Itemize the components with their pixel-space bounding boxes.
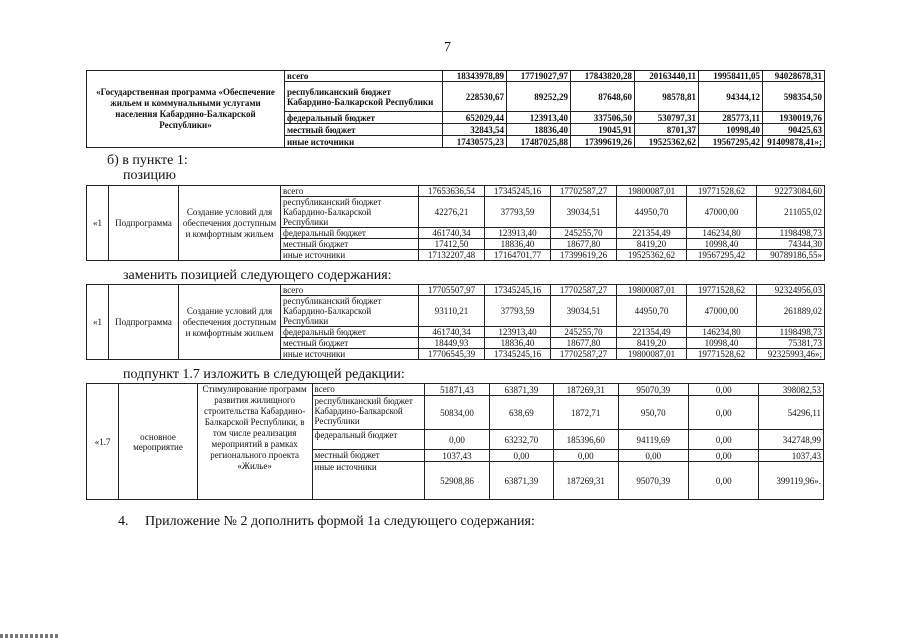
amount-cell: 74344,30: [757, 239, 825, 250]
amount-cell: 92273084,60: [757, 186, 825, 197]
funding-source-label: иные источники: [285, 136, 443, 148]
amount-cell: 42276,21: [419, 197, 485, 228]
amount-cell: 221354,49: [617, 228, 687, 239]
funding-source-label: иные источники: [281, 250, 419, 261]
amount-cell: 211055,02: [757, 197, 825, 228]
program-funding-table: [86, 70, 825, 148]
amount-cell: 44950,70: [617, 197, 687, 228]
amount-cell: 19800087,01: [617, 186, 687, 197]
amount-cell: 530797,31: [635, 112, 699, 124]
amount-cell: 63232,70: [489, 430, 553, 450]
amount-cell: 337506,50: [571, 112, 635, 124]
amount-cell: 0,00: [688, 384, 758, 396]
amount-cell: 18836,40: [507, 124, 571, 136]
amount-cell: 8701,37: [635, 124, 699, 136]
amount-cell: 17430575,23: [443, 136, 507, 148]
amount-cell: 18836,40: [485, 239, 551, 250]
amount-cell: 17345245,16: [485, 285, 551, 296]
amount-cell: 19525362,62: [635, 136, 699, 148]
amount-cell: 8419,20: [617, 338, 687, 349]
amount-cell: 0,00: [554, 450, 618, 462]
amount-cell: 10998,40: [699, 124, 763, 136]
amount-cell: 75381,73: [757, 338, 825, 349]
amount-cell: 19567295,42: [699, 136, 763, 148]
amount-cell: 245255,70: [551, 327, 617, 338]
amount-cell: 461740,34: [419, 327, 485, 338]
amount-cell: 18677,80: [551, 239, 617, 250]
amount-cell: 17843820,28: [571, 71, 635, 82]
amount-cell: 90425,63: [763, 124, 825, 136]
item-type-cell: основное мероприятие: [119, 384, 198, 500]
subprogram-new-table: [86, 284, 825, 360]
amount-cell: 90789186,55»: [757, 250, 825, 261]
row-number-cell: «1: [87, 285, 109, 360]
funding-source-label: всего: [312, 384, 425, 396]
amount-cell: 19771528,62: [687, 349, 757, 360]
amount-cell: 950,70: [618, 396, 688, 430]
funding-source-label: местный бюджет: [281, 338, 419, 349]
amount-cell: 0,00: [688, 430, 758, 450]
amount-cell: 95070,39: [618, 384, 688, 396]
row-number-cell: «1: [87, 186, 109, 261]
amount-cell: 20163440,11: [635, 71, 699, 82]
amount-cell: 0,00: [425, 430, 489, 450]
table-row: [87, 384, 824, 396]
amount-cell: 185396,60: [554, 430, 618, 450]
caption-position: позицию: [123, 168, 176, 183]
amount-cell: 598354,50: [763, 82, 825, 112]
amount-cell: 221354,49: [617, 327, 687, 338]
amount-cell: 0,00: [688, 396, 758, 430]
amount-cell: 19045,91: [571, 124, 635, 136]
amount-cell: 399119,96».: [759, 462, 824, 500]
amount-cell: 1198498,73: [757, 228, 825, 239]
amount-cell: 37793,59: [485, 197, 551, 228]
table-row: [87, 71, 825, 82]
amount-cell: 398082,53: [759, 384, 824, 396]
amount-cell: 44950,70: [617, 296, 687, 327]
amount-cell: 19958411,05: [699, 71, 763, 82]
amount-cell: 95070,39: [618, 462, 688, 500]
caption-replace: заменить позицией следующего содержания:: [123, 268, 392, 283]
amount-cell: 87648,60: [571, 82, 635, 112]
table-row: [87, 285, 825, 296]
funding-source-label: местный бюджет: [312, 450, 425, 462]
amount-cell: 187269,31: [554, 462, 618, 500]
amount-cell: 123913,40: [485, 327, 551, 338]
amount-cell: 461740,34: [419, 228, 485, 239]
funding-source-label: всего: [281, 186, 419, 197]
item-type-cell: Подпрограмма: [109, 285, 179, 360]
table-body: [87, 186, 825, 261]
amount-cell: 92325993,46»;: [757, 349, 825, 360]
program-name-cell: «Государственная программа «Обеспечение жильем и коммунальными услугами населения Кабардино-Балкарской Республики»: [87, 71, 285, 148]
amount-cell: 1930019,76: [763, 112, 825, 124]
amount-cell: 17653636,54: [419, 186, 485, 197]
amount-cell: 63871,39: [489, 462, 553, 500]
subprogram-old-table: [86, 185, 825, 261]
amount-cell: 261889,02: [757, 296, 825, 327]
amount-cell: 52908,86: [425, 462, 489, 500]
amount-cell: 19800087,01: [617, 349, 687, 360]
funding-source-label: иные источники: [281, 349, 419, 360]
funding-source-label: федеральный бюджет: [281, 228, 419, 239]
amount-cell: 17702587,27: [551, 285, 617, 296]
item-name-cell: Стимулирование программ развития жилищного строительства Кабардино-Балкарской Республики, в том числе реализация мероприятий в рамках регионального проекта «Жилье»: [197, 384, 312, 500]
amount-cell: 123913,40: [485, 228, 551, 239]
amount-cell: 94028678,31: [763, 71, 825, 82]
amount-cell: 17487025,88: [507, 136, 571, 148]
table-body: [87, 71, 825, 148]
amount-cell: 47000,00: [687, 296, 757, 327]
amount-cell: 94119,69: [618, 430, 688, 450]
table-body: [87, 384, 824, 500]
amount-cell: 17412,50: [419, 239, 485, 250]
amount-cell: 47000,00: [687, 197, 757, 228]
row-number-cell: «1.7: [87, 384, 119, 500]
amount-cell: 638,69: [489, 396, 553, 430]
amount-cell: 17345245,16: [485, 349, 551, 360]
amount-cell: 146234,80: [687, 327, 757, 338]
scan-edge-mark: [0, 634, 60, 638]
amount-cell: 10998,40: [687, 239, 757, 250]
amount-cell: 63871,39: [489, 384, 553, 396]
amount-cell: 17705507,97: [419, 285, 485, 296]
amount-cell: 18677,80: [551, 338, 617, 349]
funding-source-label: республиканский бюджет Кабардино-Балкарской Республики: [281, 296, 419, 327]
amount-cell: 91409878,41»;: [763, 136, 825, 148]
amount-cell: 93110,21: [419, 296, 485, 327]
appendix-instruction: Приложение № 2 дополнить формой 1а следующего содержания:: [145, 514, 535, 529]
amount-cell: 17702587,27: [551, 186, 617, 197]
item-number: 4.: [118, 514, 129, 529]
amount-cell: 19771528,62: [687, 186, 757, 197]
amount-cell: 0,00: [688, 450, 758, 462]
item-name-cell: Создание условий для обеспечения доступным и комфортным жильем: [179, 285, 281, 360]
page-number: 7: [444, 40, 451, 55]
amount-cell: 54296,11: [759, 396, 824, 430]
amount-cell: 39034,51: [551, 296, 617, 327]
amount-cell: 18836,40: [485, 338, 551, 349]
amount-cell: 37793,59: [485, 296, 551, 327]
funding-source-label: федеральный бюджет: [285, 112, 443, 124]
amount-cell: 8419,20: [617, 239, 687, 250]
amount-cell: 18343978,89: [443, 71, 507, 82]
amount-cell: 17719027,97: [507, 71, 571, 82]
amount-cell: 19567295,42: [687, 250, 757, 261]
amount-cell: 0,00: [489, 450, 553, 462]
table-row: [87, 186, 825, 197]
amount-cell: 146234,80: [687, 228, 757, 239]
amount-cell: 1872,71: [554, 396, 618, 430]
caption-subitem: подпункт 1.7 изложить в следующей редакции:: [123, 367, 405, 382]
funding-source-label: местный бюджет: [285, 124, 443, 136]
amount-cell: 50834,00: [425, 396, 489, 430]
amount-cell: 89252,29: [507, 82, 571, 112]
amount-cell: 17702587,27: [551, 349, 617, 360]
amount-cell: 342748,99: [759, 430, 824, 450]
funding-source-label: всего: [281, 285, 419, 296]
amount-cell: 17399619,26: [551, 250, 617, 261]
amount-cell: 1198498,73: [757, 327, 825, 338]
amount-cell: 19771528,62: [687, 285, 757, 296]
amount-cell: 123913,40: [507, 112, 571, 124]
funding-source-label: федеральный бюджет: [281, 327, 419, 338]
amount-cell: 187269,31: [554, 384, 618, 396]
amount-cell: 285773,11: [699, 112, 763, 124]
funding-source-label: республиканский бюджет Кабардино-Балкарской Республики: [285, 82, 443, 112]
amount-cell: 32843,54: [443, 124, 507, 136]
amount-cell: 245255,70: [551, 228, 617, 239]
caption-b: б) в пункте 1:: [107, 153, 188, 168]
amount-cell: 94344,12: [699, 82, 763, 112]
amount-cell: 19800087,01: [617, 285, 687, 296]
amount-cell: 228530,67: [443, 82, 507, 112]
amount-cell: 0,00: [618, 450, 688, 462]
amount-cell: 17345245,16: [485, 186, 551, 197]
amount-cell: 17399619,26: [571, 136, 635, 148]
amount-cell: 652029,44: [443, 112, 507, 124]
item-name-cell: Создание условий для обеспечения доступным и комфортным жильем: [179, 186, 281, 261]
item-type-cell: Подпрограмма: [109, 186, 179, 261]
amount-cell: 0,00: [688, 462, 758, 500]
main-activity-table: [86, 383, 824, 500]
amount-cell: 17164701,77: [485, 250, 551, 261]
amount-cell: 1037,43: [425, 450, 489, 462]
amount-cell: 18449,93: [419, 338, 485, 349]
funding-source-label: всего: [285, 71, 443, 82]
amount-cell: 17132207,48: [419, 250, 485, 261]
amount-cell: 51871,43: [425, 384, 489, 396]
funding-source-label: республиканский бюджет Кабардино-Балкарской Республики: [312, 396, 425, 430]
amount-cell: 1037,43: [759, 450, 824, 462]
amount-cell: 92324956,03: [757, 285, 825, 296]
funding-source-label: республиканский бюджет Кабардино-Балкарской Республики: [281, 197, 419, 228]
amount-cell: 19525362,62: [617, 250, 687, 261]
amount-cell: 39034,51: [551, 197, 617, 228]
amount-cell: 98578,81: [635, 82, 699, 112]
funding-source-label: местный бюджет: [281, 239, 419, 250]
amount-cell: 10998,40: [687, 338, 757, 349]
amount-cell: 17706545,39: [419, 349, 485, 360]
table-body: [87, 285, 825, 360]
funding-source-label: иные источники: [312, 462, 425, 500]
funding-source-label: федеральный бюджет: [312, 430, 425, 450]
